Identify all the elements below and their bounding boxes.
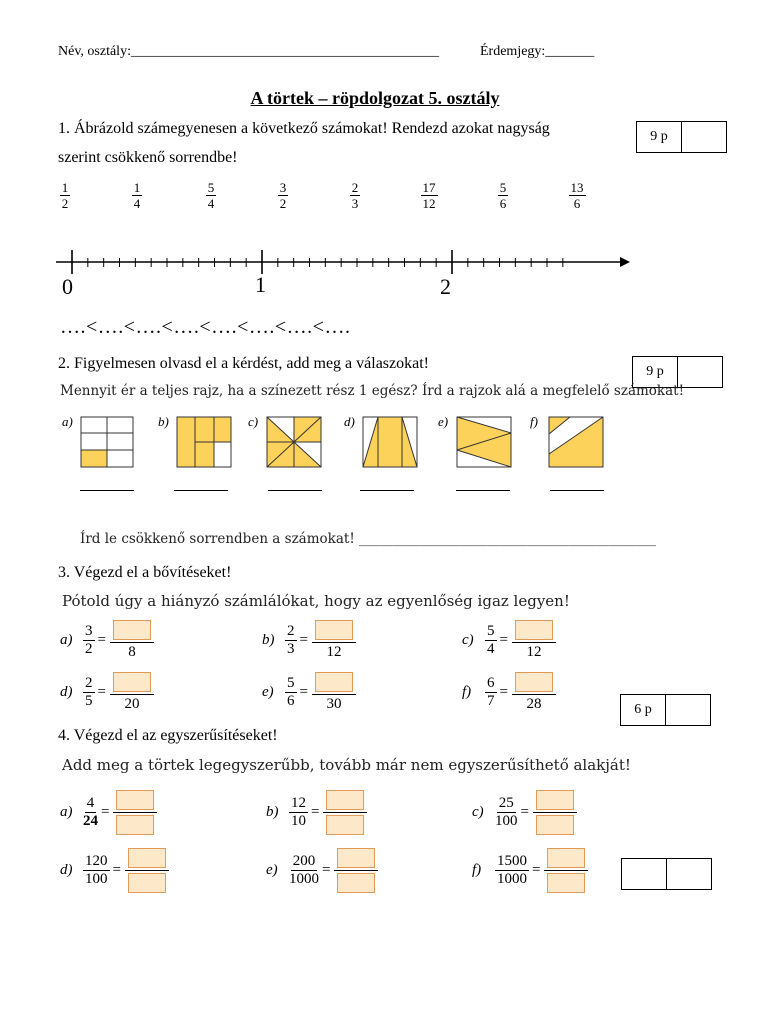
target-denominator: 12 (312, 642, 356, 661)
denominator-answer-box[interactable] (116, 815, 154, 835)
fraction-bar (544, 870, 588, 871)
fraction-numerator: 12 (291, 795, 306, 811)
q1-score-field[interactable] (682, 122, 726, 152)
q3-equation (462, 672, 556, 713)
target-denominator: 8 (110, 642, 154, 661)
denominator-answer-box[interactable] (326, 815, 364, 835)
equals-sign: = (499, 684, 508, 700)
fraction-numerator: 200 (292, 853, 316, 869)
given-fraction (285, 675, 297, 710)
fraction-denominator: 1000 (497, 871, 527, 887)
fraction-numerator: 1 (133, 180, 141, 195)
fraction-denominator: 2 (279, 196, 287, 211)
figure-a-drawing (80, 416, 134, 468)
fraction-bar (533, 812, 577, 813)
fraction-numerator: 2 (85, 675, 93, 691)
equals-sign: = (101, 804, 110, 820)
q4-points-box (621, 858, 712, 890)
q2-subtext: Mennyit ér a teljes rajz, ha a színezett rész 1 egész? Írd a rajzok alá a megfelelő számokat! (60, 383, 685, 399)
answer-line-b[interactable] (174, 490, 228, 491)
q4-score-field[interactable] (667, 859, 711, 889)
q4-equation (60, 790, 157, 835)
fraction-numerator: 25 (498, 795, 514, 811)
item-label: d) (60, 862, 73, 878)
target-fraction (512, 672, 556, 713)
q1-fraction (340, 180, 370, 211)
fraction-denominator: 6 (573, 196, 581, 211)
fraction-denominator: 100 (85, 871, 108, 887)
fraction-denominator: 2 (85, 641, 93, 657)
q4-points-label (622, 859, 667, 889)
fraction-denominator: 5 (85, 693, 93, 709)
item-label: c) (472, 804, 484, 820)
q3-equation (462, 620, 556, 661)
target-fraction (110, 620, 154, 661)
answer-fraction (544, 848, 588, 893)
target-denominator: 30 (312, 694, 356, 713)
equals-sign: = (112, 862, 121, 878)
given-fraction (83, 623, 95, 658)
q1-order-line[interactable]: ….<….<….<….<….<….<….<…. (60, 316, 351, 338)
figure-b-drawing (176, 416, 232, 468)
target-fraction (512, 620, 556, 661)
fraction-numerator: 17 (422, 180, 436, 195)
q1-text-line2: szerint csökkenő sorrendbe! (58, 149, 238, 166)
numerator-answer-box[interactable] (515, 620, 553, 640)
q1-fraction (268, 180, 298, 211)
figure-e-drawing (456, 416, 512, 468)
equals-sign: = (299, 632, 308, 648)
fraction-denominator: 6 (499, 196, 507, 211)
q1-fraction (488, 180, 518, 211)
fraction-numerator: 1500 (497, 853, 527, 869)
fraction-denominator: 1000 (289, 871, 319, 887)
q3-equation (60, 620, 154, 661)
numerator-answer-box[interactable] (337, 848, 375, 868)
item-label: f) (462, 684, 472, 700)
target-fraction (312, 620, 356, 661)
given-fraction (289, 853, 319, 888)
figure-f (530, 414, 604, 473)
figure-c-drawing (266, 416, 322, 468)
given-fraction (285, 623, 297, 658)
numerator-answer-box[interactable] (128, 848, 166, 868)
target-denominator: 12 (512, 642, 556, 661)
figure-c (248, 414, 322, 473)
numerator-answer-box[interactable] (315, 620, 353, 640)
q2-score-field[interactable] (678, 357, 722, 387)
fraction-numerator: 5 (207, 180, 215, 195)
numerator-answer-box[interactable] (547, 848, 585, 868)
numerator-answer-box[interactable] (113, 620, 151, 640)
item-label: e) (266, 862, 278, 878)
fraction-numerator: 2 (287, 623, 295, 639)
answer-fraction (334, 848, 378, 893)
fraction-denominator: 100 (495, 813, 518, 829)
figure-d-letter: d) (344, 414, 355, 429)
equals-sign: = (532, 862, 541, 878)
figure-a-letter: a) (62, 414, 73, 429)
q3-text: 3. Végezd el a bővítéseket! (58, 564, 232, 581)
fraction-numerator: 3 (85, 623, 93, 639)
fraction-numerator: 1 (61, 180, 69, 195)
q3-equation (262, 672, 356, 713)
fraction-numerator: 2 (351, 180, 359, 195)
fraction-denominator: 12 (422, 196, 436, 211)
fraction-denominator: 6 (287, 693, 295, 709)
fraction-denominator: 10 (291, 813, 306, 829)
numerator-answer-box[interactable] (515, 672, 553, 692)
fraction-denominator: 3 (287, 641, 295, 657)
number-line (50, 248, 640, 298)
item-label: c) (462, 632, 474, 648)
q2-order-prompt[interactable]: Írd le csökkenő sorrendben a számokat! ____________________________________________ (80, 531, 657, 547)
answer-line-a[interactable] (80, 490, 134, 491)
q1-fraction (414, 180, 444, 211)
q1-fraction (50, 180, 80, 211)
fraction-numerator: 13 (570, 180, 584, 195)
q1-fraction (562, 180, 592, 211)
fraction-denominator: 4 (207, 196, 215, 211)
figure-e-letter: e) (438, 414, 449, 429)
denominator-answer-box[interactable] (337, 873, 375, 893)
axis-label-0: 0 (62, 274, 73, 299)
figure-f-letter: f) (530, 414, 538, 429)
equals-sign: = (97, 632, 106, 648)
target-denominator: 20 (110, 694, 154, 713)
fraction-bar (323, 812, 367, 813)
figure-a (62, 414, 134, 473)
q1-text-line1: 1. Ábrázold számegyenesen a következő számokat! Rendezd azokat nagyság (58, 120, 550, 137)
grade-field[interactable]: Érdemjegy:_______ (480, 44, 595, 59)
q3-points-label: 6 p (621, 695, 666, 725)
fraction-bar (334, 870, 378, 871)
fraction-denominator: 4 (133, 196, 141, 211)
numerator-answer-box[interactable] (116, 790, 154, 810)
q3-equation (60, 672, 154, 713)
numerator-answer-box[interactable] (113, 672, 151, 692)
q3-subtext: Pótold úgy a hiányzó számlálókat, hogy az egyenlőség igaz legyen! (62, 592, 570, 610)
given-fraction (83, 675, 95, 710)
given-fraction (83, 853, 110, 888)
target-fraction (110, 672, 154, 713)
figure-e (438, 414, 512, 473)
q1-fraction (122, 180, 152, 211)
denominator-answer-box[interactable] (128, 873, 166, 893)
numerator-answer-box[interactable] (326, 790, 364, 810)
item-label: f) (472, 862, 482, 878)
fraction-numerator: 3 (279, 180, 287, 195)
given-fraction (485, 675, 497, 710)
q4-equation (266, 848, 378, 893)
answer-fraction (113, 790, 157, 835)
item-label: b) (266, 804, 279, 820)
fraction-numerator: 5 (287, 675, 295, 691)
answer-line-f[interactable] (550, 490, 604, 491)
answer-line-c[interactable] (268, 490, 322, 491)
fraction-denominator: 3 (351, 196, 359, 211)
q1-points-box (636, 121, 727, 153)
fraction-numerator: 120 (85, 853, 108, 869)
axis-label-1: 1 (255, 272, 266, 297)
target-denominator: 28 (512, 694, 556, 713)
q2-text: 2. Figyelmesen olvasd el a kérdést, add meg a válaszokat! (58, 355, 429, 372)
equals-sign: = (499, 632, 508, 648)
fraction-numerator: 5 (499, 180, 507, 195)
q4-subtext: Add meg a törtek legegyszerűbb, tovább már nem egyszerűsíthető alakját! (62, 756, 631, 774)
figure-c-letter: c) (248, 414, 259, 429)
fraction-denominator: 2 (61, 196, 69, 211)
target-fraction (312, 672, 356, 713)
q1-points-label: 9 p (637, 122, 682, 152)
answer-line-e[interactable] (456, 490, 510, 491)
equals-sign: = (322, 862, 331, 878)
numerator-answer-box[interactable] (315, 672, 353, 692)
item-label: e) (262, 684, 274, 700)
fraction-numerator: 5 (487, 623, 495, 639)
equals-sign: = (97, 684, 106, 700)
given-fraction (289, 795, 308, 830)
fraction-denominator: 7 (487, 693, 495, 709)
q4-equation (60, 848, 169, 893)
fraction-bar (113, 812, 157, 813)
fraction-denominator: 4 (487, 641, 495, 657)
fraction-bar (125, 870, 169, 871)
given-fraction (495, 853, 529, 888)
answer-fraction (323, 790, 367, 835)
q3-score-field[interactable] (666, 695, 710, 725)
item-label: a) (60, 804, 73, 820)
fraction-numerator: 4 (86, 795, 95, 811)
q2-points-label: 9 p (633, 357, 678, 387)
given-fraction (485, 623, 497, 658)
figure-b (158, 414, 232, 473)
answer-fraction (533, 790, 577, 835)
equals-sign: = (311, 804, 320, 820)
denominator-answer-box[interactable] (547, 873, 585, 893)
q1-fraction (196, 180, 226, 211)
figure-b-letter: b) (158, 414, 169, 429)
q3-points-box (620, 694, 711, 726)
item-label: d) (60, 684, 73, 700)
axis-label-2: 2 (440, 274, 451, 299)
numerator-answer-box[interactable] (536, 790, 574, 810)
figure-d (344, 414, 418, 473)
q3-equation (262, 620, 356, 661)
figure-d-drawing (362, 416, 418, 468)
answer-line-d[interactable] (360, 490, 414, 491)
fraction-denominator: 24 (83, 813, 98, 829)
given-fraction (83, 795, 98, 830)
q4-equation (472, 790, 577, 835)
page-title: A törtek – röpdolgozat 5. osztály (250, 88, 500, 108)
fraction-numerator: 6 (487, 675, 495, 691)
item-label: a) (60, 632, 73, 648)
item-label: b) (262, 632, 275, 648)
q4-equation (472, 848, 588, 893)
equals-sign: = (299, 684, 308, 700)
number-line-arrow (620, 257, 630, 267)
denominator-answer-box[interactable] (536, 815, 574, 835)
name-class-field[interactable]: Név, osztály:____________________________________________ (58, 44, 439, 59)
given-fraction (495, 795, 518, 830)
q4-text: 4. Végezd el az egyszerűsítéseket! (58, 727, 278, 744)
equals-sign: = (520, 804, 529, 820)
figure-f-drawing (548, 416, 604, 468)
q4-equation (266, 790, 367, 835)
answer-fraction (125, 848, 169, 893)
